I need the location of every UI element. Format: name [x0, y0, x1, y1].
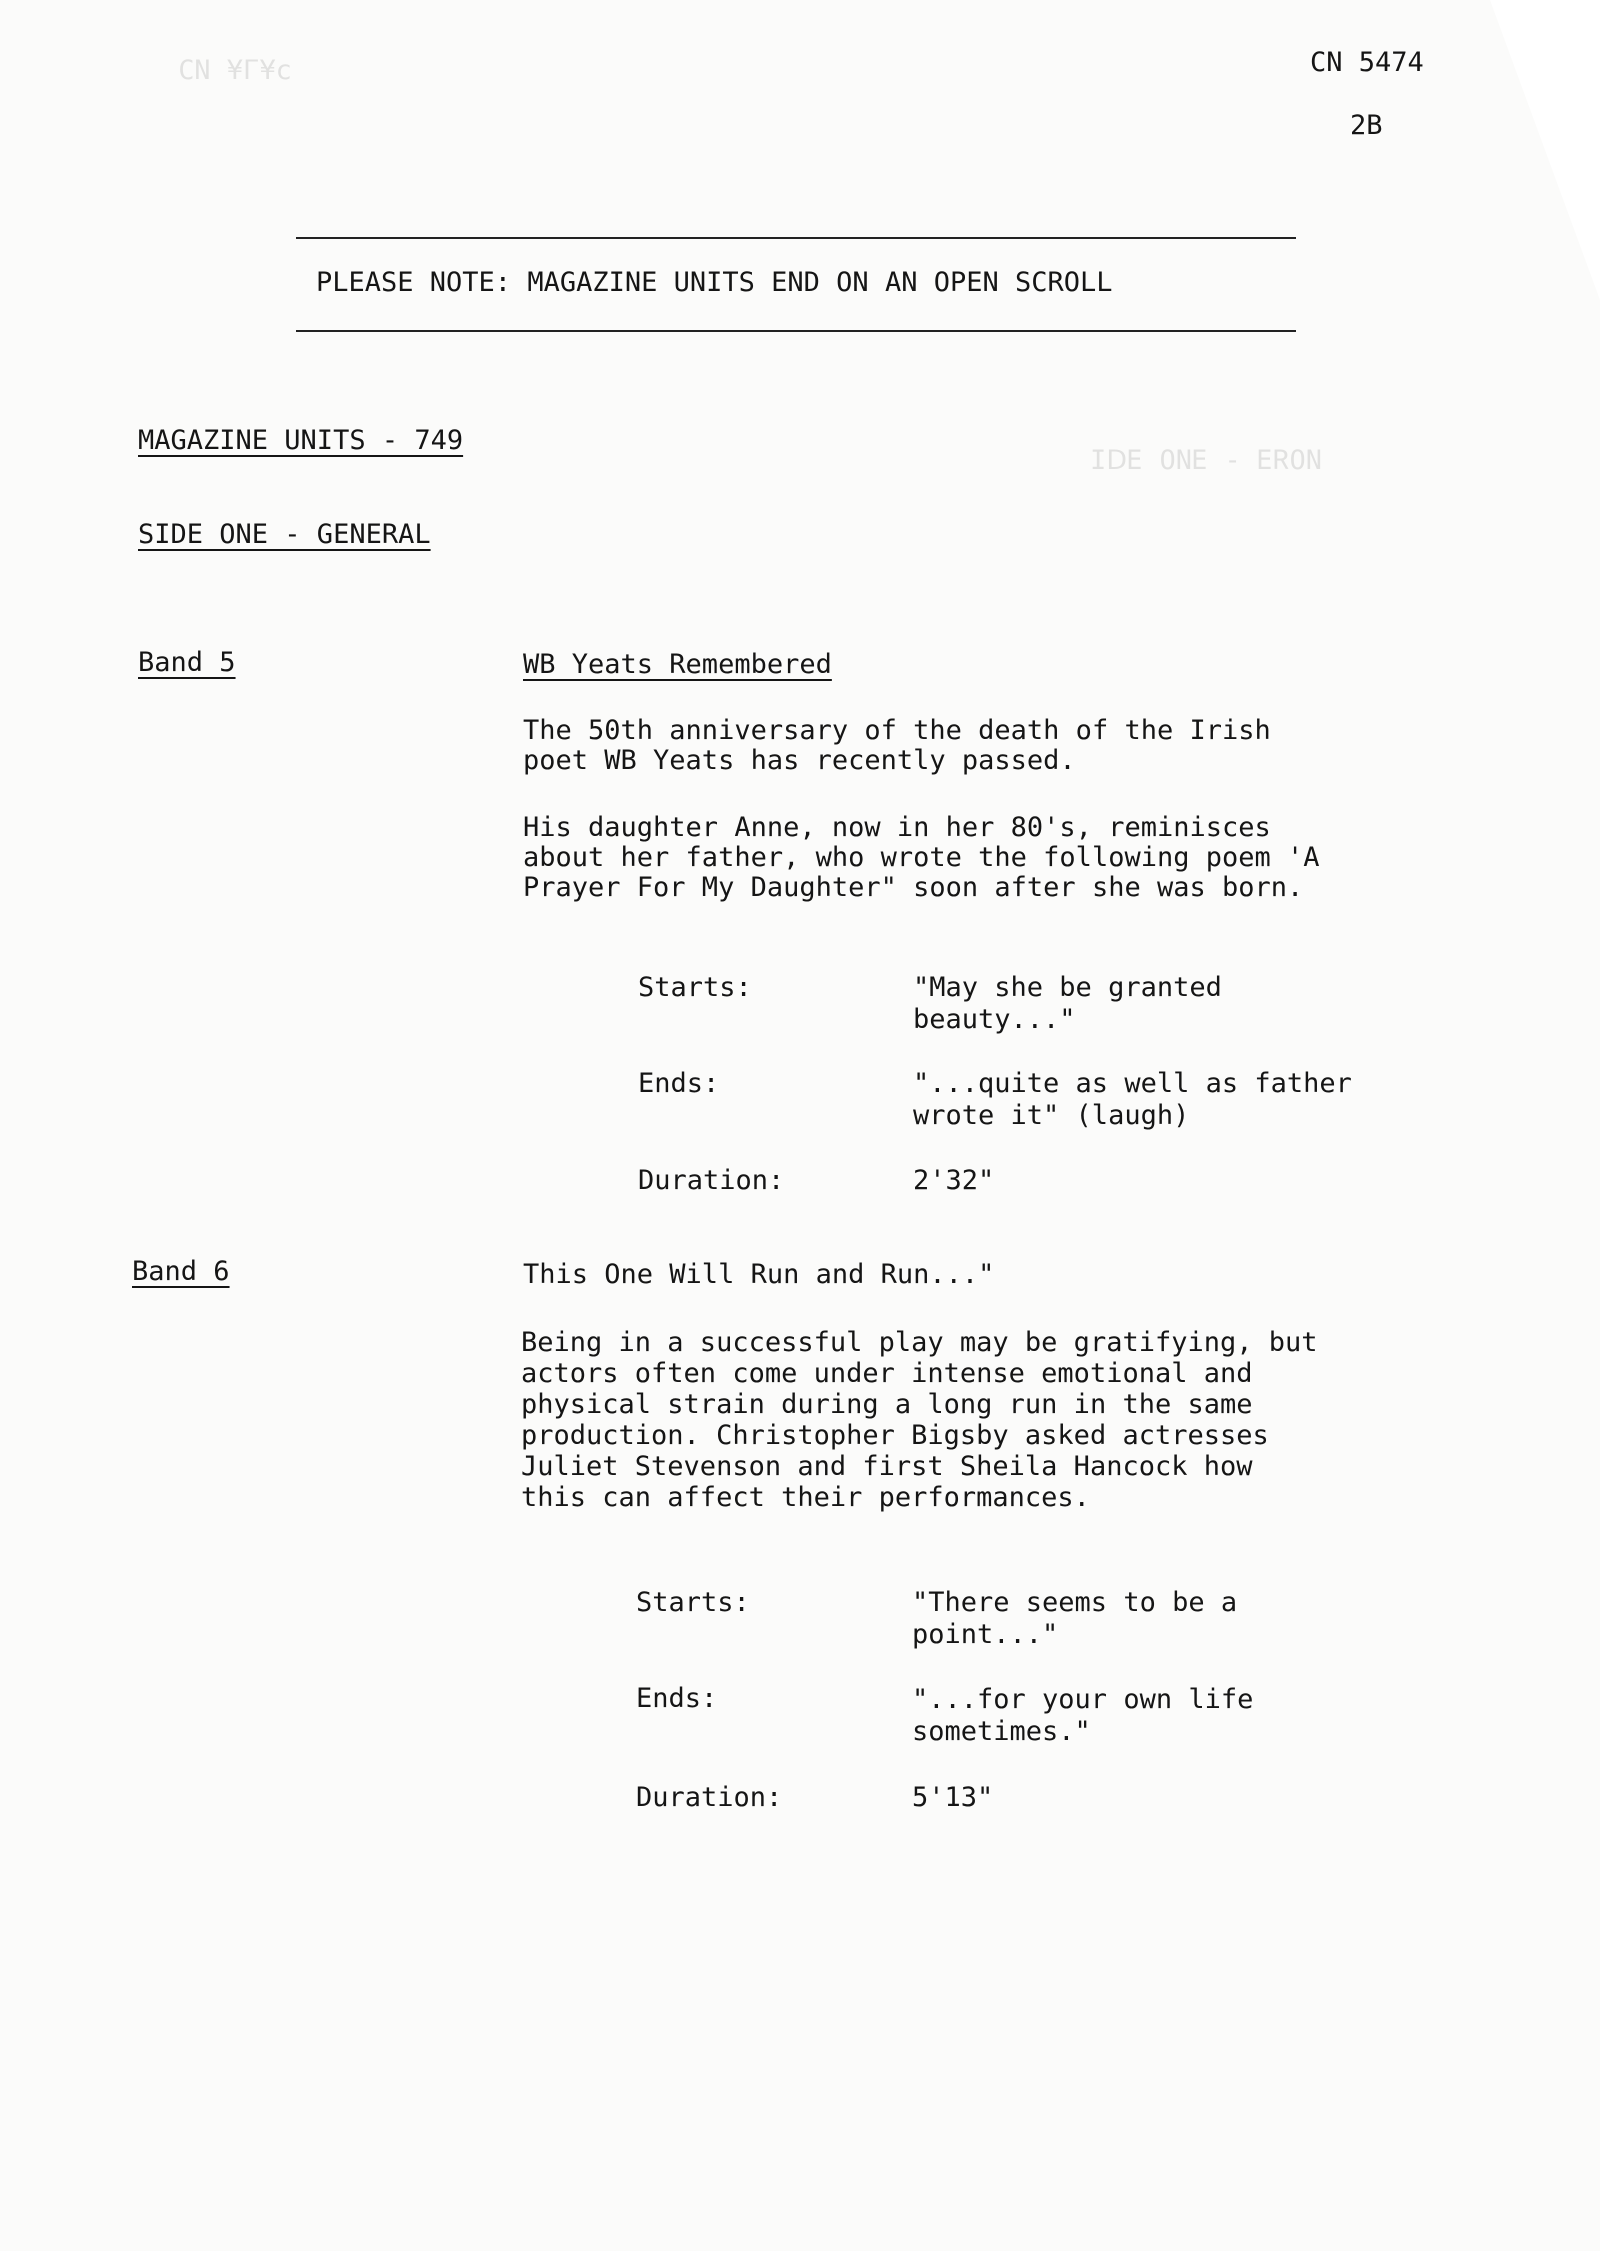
- notice-bottom-rule: [296, 330, 1296, 332]
- duration-label: Duration:: [636, 1782, 783, 1813]
- page-code: 2B: [1350, 110, 1383, 141]
- bleed-through-text: ɔ¥ᒣ¥ ИƆ: [178, 55, 292, 86]
- ends-value: sometimes.": [912, 1716, 1091, 1747]
- duration-value: 2'32": [913, 1165, 995, 1196]
- ends-label: Ends:: [636, 1683, 718, 1714]
- ends-value: "...for your own life: [912, 1684, 1254, 1715]
- description-line: physical strain during a long run in the same: [521, 1389, 1253, 1420]
- description-line: poet WB Yeats has recently passed.: [523, 745, 1076, 776]
- catalog-number: CN 5474: [1310, 47, 1424, 78]
- band-label: Band 6: [132, 1256, 230, 1287]
- description-line: production. Christopher Bigsby asked actresses: [521, 1420, 1269, 1451]
- starts-label: Starts:: [636, 1587, 750, 1618]
- ends-value: wrote it" (laugh): [913, 1100, 1190, 1131]
- ends-label: Ends:: [638, 1068, 720, 1099]
- notice-text: PLEASE NOTE: MAGAZINE UNITS END ON AN OPEN SCROLL: [316, 267, 1113, 298]
- starts-label: Starts:: [638, 972, 752, 1003]
- description-line: this can affect their performances.: [521, 1482, 1090, 1513]
- description-line: Prayer For My Daughter" soon after she was born.: [523, 872, 1304, 903]
- folded-corner: [1490, 0, 1600, 300]
- bleed-through-text: ИOЯƎ - ƎИO ƎᗡI: [1090, 445, 1323, 476]
- section-title: MAGAZINE UNITS - 749: [138, 425, 464, 456]
- ends-value: "...quite as well as father: [913, 1068, 1352, 1099]
- starts-value: beauty...": [913, 1004, 1076, 1035]
- starts-value: "There seems to be a: [912, 1587, 1238, 1618]
- notice-top-rule: [296, 237, 1296, 239]
- duration-value: 5'13": [912, 1782, 994, 1813]
- description-line: actors often come under intense emotional and: [521, 1358, 1253, 1389]
- band-title: This One Will Run and Run...": [523, 1259, 995, 1290]
- duration-label: Duration:: [638, 1165, 785, 1196]
- description-line: The 50th anniversary of the death of the Irish: [523, 715, 1271, 746]
- description-line: about her father, who wrote the following poem 'A: [523, 842, 1320, 873]
- starts-value: "May she be granted: [913, 972, 1222, 1003]
- band-label: Band 5: [138, 647, 236, 678]
- description-line: Being in a successful play may be gratifying, but: [521, 1327, 1318, 1358]
- starts-value: point...": [912, 1619, 1059, 1650]
- band-title: WB Yeats Remembered: [523, 649, 832, 680]
- side-title: SIDE ONE - GENERAL: [138, 519, 431, 550]
- description-line: Juliet Stevenson and first Sheila Hancock how: [521, 1451, 1253, 1482]
- description-line: His daughter Anne, now in her 80's, reminisces: [523, 812, 1271, 843]
